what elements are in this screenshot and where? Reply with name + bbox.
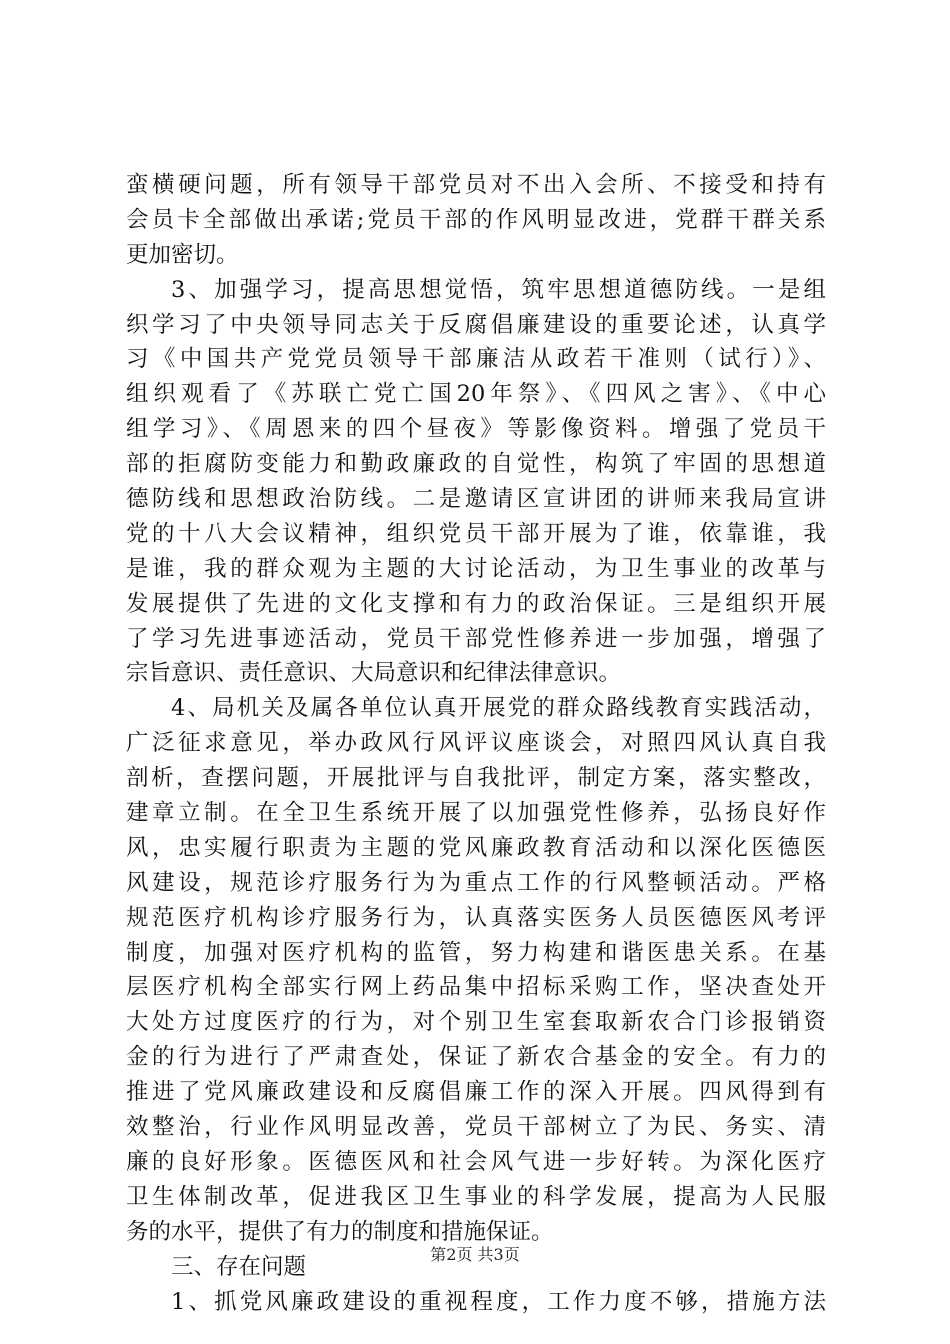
text-line: 风建设，规范诊疗服务行为为重点工作的行风整顿活动。严格 (126, 869, 826, 896)
text-line: 习《中国共产党党员领导干部廉洁从政若干准则（试行）》、 (126, 346, 826, 373)
text-line: 三、存在问题 (171, 1253, 307, 1280)
text-line: 卫生体制改革，促进我区卫生事业的科学发展，提高为人民服 (126, 1183, 826, 1210)
page-footer: 第2页 共3页 (430, 1245, 520, 1264)
text-line: 广泛征求意见，举办政风行风评议座谈会，对照四风认真自我 (126, 730, 826, 757)
text-line: 组织观看了《苏联亡党亡国20年祭》、《四风之害》、《中心 (126, 381, 826, 408)
text-line: 效整治，行业作风明显改善，党员干部树立了为民、务实、清 (126, 1114, 826, 1141)
text-line: 会员卡全部做出承诺;党员干部的作风明显改进，党群干群关系 (126, 206, 826, 233)
text-line: 推进了党风廉政建设和反腐倡廉工作的深入开展。四风得到有 (126, 1079, 826, 1106)
text-line: 德防线和思想政治防线。二是邀请区宣讲团的讲师来我局宣讲 (126, 486, 826, 513)
text-line: 组学习》、《周恩来的四个昼夜》等影像资料。增强了党员干 (126, 416, 826, 443)
text-line: 务的水平，提供了有力的制度和措施保证。 (126, 1218, 554, 1245)
text-line: 大处方过度医疗的行为，对个别卫生室套取新农合门诊报销资 (126, 1009, 826, 1036)
text-line: 宗旨意识、责任意识、大局意识和纪律法律意识。 (126, 660, 622, 687)
text-line: 是谁，我的群众观为主题的大讨论活动，为卫生事业的改革与 (126, 555, 826, 582)
text-line: 织学习了中央领导同志关于反腐倡廉建设的重要论述，认真学 (126, 311, 826, 338)
text-line: 1、抓党风廉政建设的重视程度，工作力度不够，措施方法 (171, 1288, 826, 1315)
text-line: 廉的良好形象。医德医风和社会风气进一步好转。为深化医疗 (126, 1148, 826, 1175)
text-line: 发展提供了先进的文化支撑和有力的政治保证。三是组织开展 (126, 590, 826, 617)
text-line: 了学习先进事迹活动，党员干部党性修养进一步加强，增强了 (126, 625, 826, 652)
text-line: 3、加强学习，提高思想觉悟，筑牢思想道德防线。一是组 (171, 276, 826, 303)
text-line: 部的拒腐防变能力和勤政廉政的自觉性，构筑了牢固的思想道 (126, 451, 826, 478)
text-line: 更加密切。 (126, 241, 239, 268)
text-line: 建章立制。在全卫生系统开展了以加强党性修养，弘扬良好作 (126, 800, 826, 827)
text-line: 金的行为进行了严肃查处，保证了新农合基金的安全。有力的 (126, 1044, 826, 1071)
text-line: 蛮横硬问题，所有领导干部党员对不出入会所、不接受和持有 (126, 172, 826, 198)
text-line: 风，忠实履行职责为主题的党风廉政教育活动和以深化医德医 (126, 834, 826, 861)
text-line: 规范医疗机构诊疗服务行为，认真落实医务人员医德医风考评 (126, 904, 826, 931)
text-line: 层医疗机构全部实行网上药品集中招标采购工作，坚决查处开 (126, 974, 826, 1001)
document-body (126, 168, 826, 1319)
text-line: 4、局机关及属各单位认真开展党的群众路线教育实践活动， (171, 695, 826, 722)
text-line: 制度，加强对医疗机构的监管，努力构建和谐医患关系。在基 (126, 939, 826, 966)
text-line: 党的十八大会议精神，组织党员干部开展为了谁，依靠谁，我 (126, 520, 826, 547)
text-line: 剖析，查摆问题，开展批评与自我批评，制定方案，落实整改， (126, 765, 826, 792)
